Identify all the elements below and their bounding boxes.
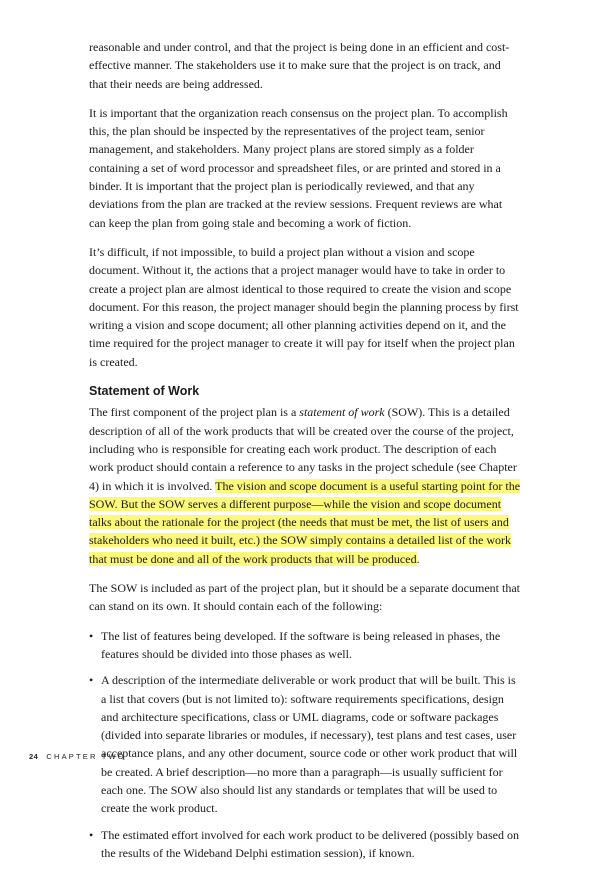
list-item-text: The list of features being developed. If the software is being released in phases, the features should be divided into those phases as well. <box>101 628 501 661</box>
section-heading: Statement of Work <box>89 384 200 399</box>
page-number: 24 <box>29 752 39 761</box>
p4-term: statement of work <box>299 405 385 420</box>
list-item <box>89 627 521 664</box>
list-item-text: A description of the intermediate deliverable or work product that will be built. This is a list that covers (but is not limited to): software requirements specifications, design and architecture specifications, class or UML diagrams, code or software packages (divided into separate libraries or modules, if necessary), test plans and test cases, user acceptance plans, and any other document, source code or other work product that will be created. A brief description—no more than a paragraph—is usually sufficient for each one. The SOW also should list any standards or templates that will be used to create the work product. <box>101 673 518 816</box>
chapter-label: CHAPTER TWO <box>46 752 126 761</box>
page-body <box>89 38 521 870</box>
bullet-icon: • <box>89 673 94 688</box>
page-footer <box>29 752 126 761</box>
paragraph-1: reasonable and under control, and that the project is being done in an efficient and cost-effective manner. The stakeholders use it to make sure that the project is on track, and that their needs are being addressed. <box>89 40 510 91</box>
paragraph-5: The SOW is included as part of the project plan, but it should be a separate document that can stand on its own. It should contain each of the following: <box>89 581 520 614</box>
p4-body: (SOW). This is a detailed description of all of the work products that will be created over the course of the project, including who is responsible for creating each work product. The description of each work product should contain a reference to any tasks in the project schedule (see Chapter 4) in which it is involved. <box>89 405 517 493</box>
list-item <box>89 671 521 817</box>
paragraph-2: It is important that the organization reach consensus on the project plan. To accomplish this, the plan should be inspected by the representatives of the project team, senior management, and stakeholders. Many project plans are stored simply as a folder containing a set of word processor and spreadsheet files, or are printed and stored in a binder. It is important that the project plan is periodically reviewed, and that any deviations from the plan are tracked at the review sessions. Frequent reviews are what can keep the plan from going stale and becoming a work of fiction. <box>89 105 508 230</box>
paragraph-4 <box>89 403 521 568</box>
paragraph-3: It’s difficult, if not impossible, to build a project plan without a vision and scope document. Without it, the actions that a project manager would have to take in order to create a project plan are almost identical to those required to create the vision and scope document. For this reason, the project manager should begin the planning process by first writing a vision and scope document; all other planning activities depend on it, and the time required for the project manager to create it will pay for itself when the project plan is created. <box>89 244 519 369</box>
list-item-text: The estimated effort involved for each work product to be delivered (possibly based on the results of the Wideband Delphi estimation session), if known. <box>101 827 519 860</box>
highlighted-text[interactable]: The vision and scope document is a useful starting point for the SOW. But the SOW serves a different purpose—while the vision and scope document talks about the rationale for the project (the needs that must be met, the list of users and stakeholders who need it built, etc.) the SOW simply contains a detailed list of the work that must be done and all of the work products that will be produced <box>89 478 521 566</box>
bullet-icon: • <box>89 628 94 643</box>
bullet-list <box>89 627 521 863</box>
p4-intro: The first component of the project plan is a <box>89 405 300 420</box>
bullet-icon: • <box>89 827 94 842</box>
p4-end: . <box>416 551 420 566</box>
list-item <box>89 826 521 863</box>
